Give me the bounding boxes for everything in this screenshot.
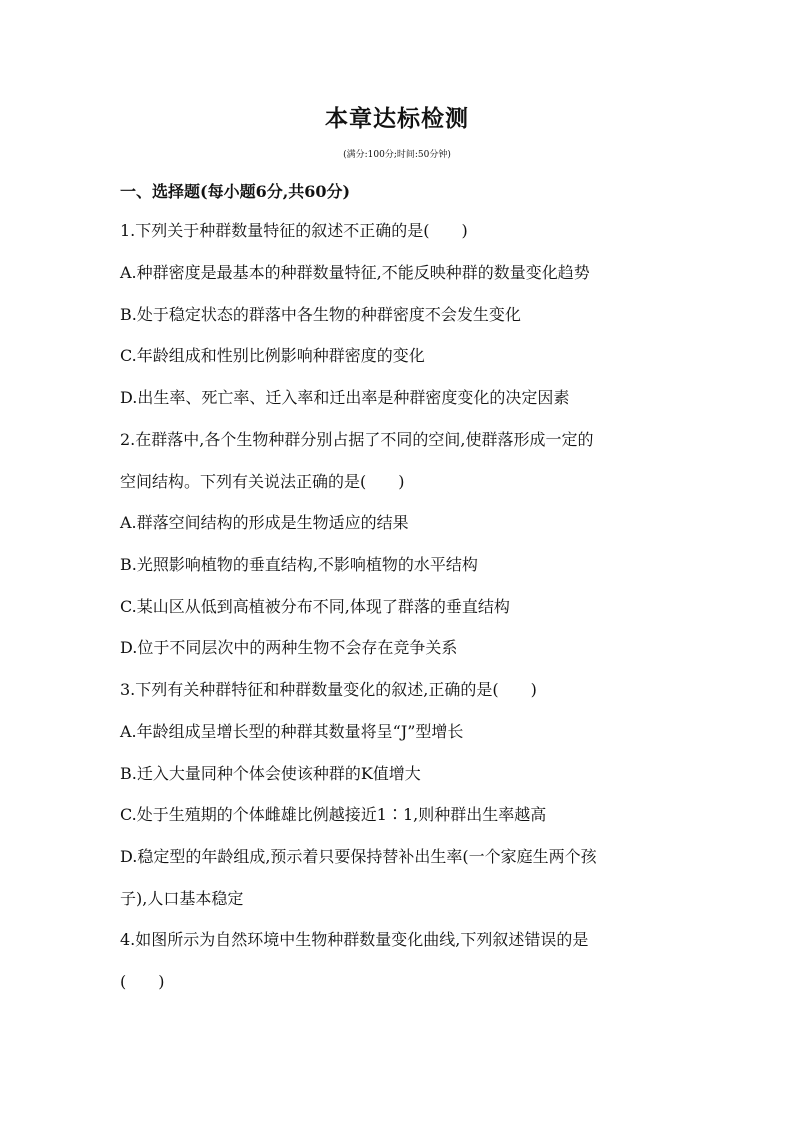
question-3-stem: 3.下列有关种群特征和种群数量变化的叙述,正确的是( ) — [120, 680, 537, 699]
question-4-stem-line-1: 4.如图所示为自然环境中生物种群数量变化曲线,下列叙述错误的是 — [120, 930, 589, 949]
question-2-option-b: B.光照影响植物的垂直结构,不影响植物的水平结构 — [120, 555, 478, 574]
question-2-stem-line-1: 2.在群落中,各个生物种群分别占据了不同的空间,使群落形成一定的 — [120, 430, 594, 449]
question-1-option-d: D.出生率、死亡率、迁入率和迁出率是种群密度变化的决定因素 — [120, 388, 570, 407]
question-2-option-d: D.位于不同层次中的两种生物不会存在竞争关系 — [120, 638, 458, 657]
question-3-option-b: B.迁入大量同种个体会使该种群的K值增大 — [120, 764, 421, 783]
page-title: 本章达标检测 — [325, 105, 469, 132]
question-1-option-c: C.年龄组成和性别比例影响种群密度的变化 — [120, 346, 425, 365]
question-1-option-a: A.种群密度是最基本的种群数量特征,不能反映种群的数量变化趋势 — [120, 263, 590, 282]
section-heading: 一、选择题(每小题6分,共60分) — [120, 182, 351, 201]
question-3-option-d-line-2: 子),人口基本稳定 — [120, 889, 244, 908]
question-3-option-c: C.处于生殖期的个体雌雄比例越接近1∶1,则种群出生率越高 — [120, 805, 547, 824]
page-subtitle: (满分:100分;时间:50分钟) — [343, 150, 451, 160]
question-1-stem: 1.下列关于种群数量特征的叙述不正确的是( ) — [120, 221, 468, 240]
question-2-stem-line-2: 空间结构。下列有关说法正确的是( ) — [120, 472, 405, 491]
question-3-option-a: A.年龄组成呈增长型的种群其数量将呈“J”型增长 — [120, 722, 464, 741]
question-3-option-d-line-1: D.稳定型的年龄组成,预示着只要保持替补出生率(一个家庭生两个孩 — [120, 847, 597, 866]
question-2-option-c: C.某山区从低到高植被分布不同,体现了群落的垂直结构 — [120, 597, 510, 616]
question-2-option-a: A.群落空间结构的形成是生物适应的结果 — [120, 513, 409, 532]
question-4-stem-line-2: ( ) — [120, 972, 165, 991]
question-1-option-b: B.处于稳定状态的群落中各生物的种群密度不会发生变化 — [120, 305, 521, 324]
